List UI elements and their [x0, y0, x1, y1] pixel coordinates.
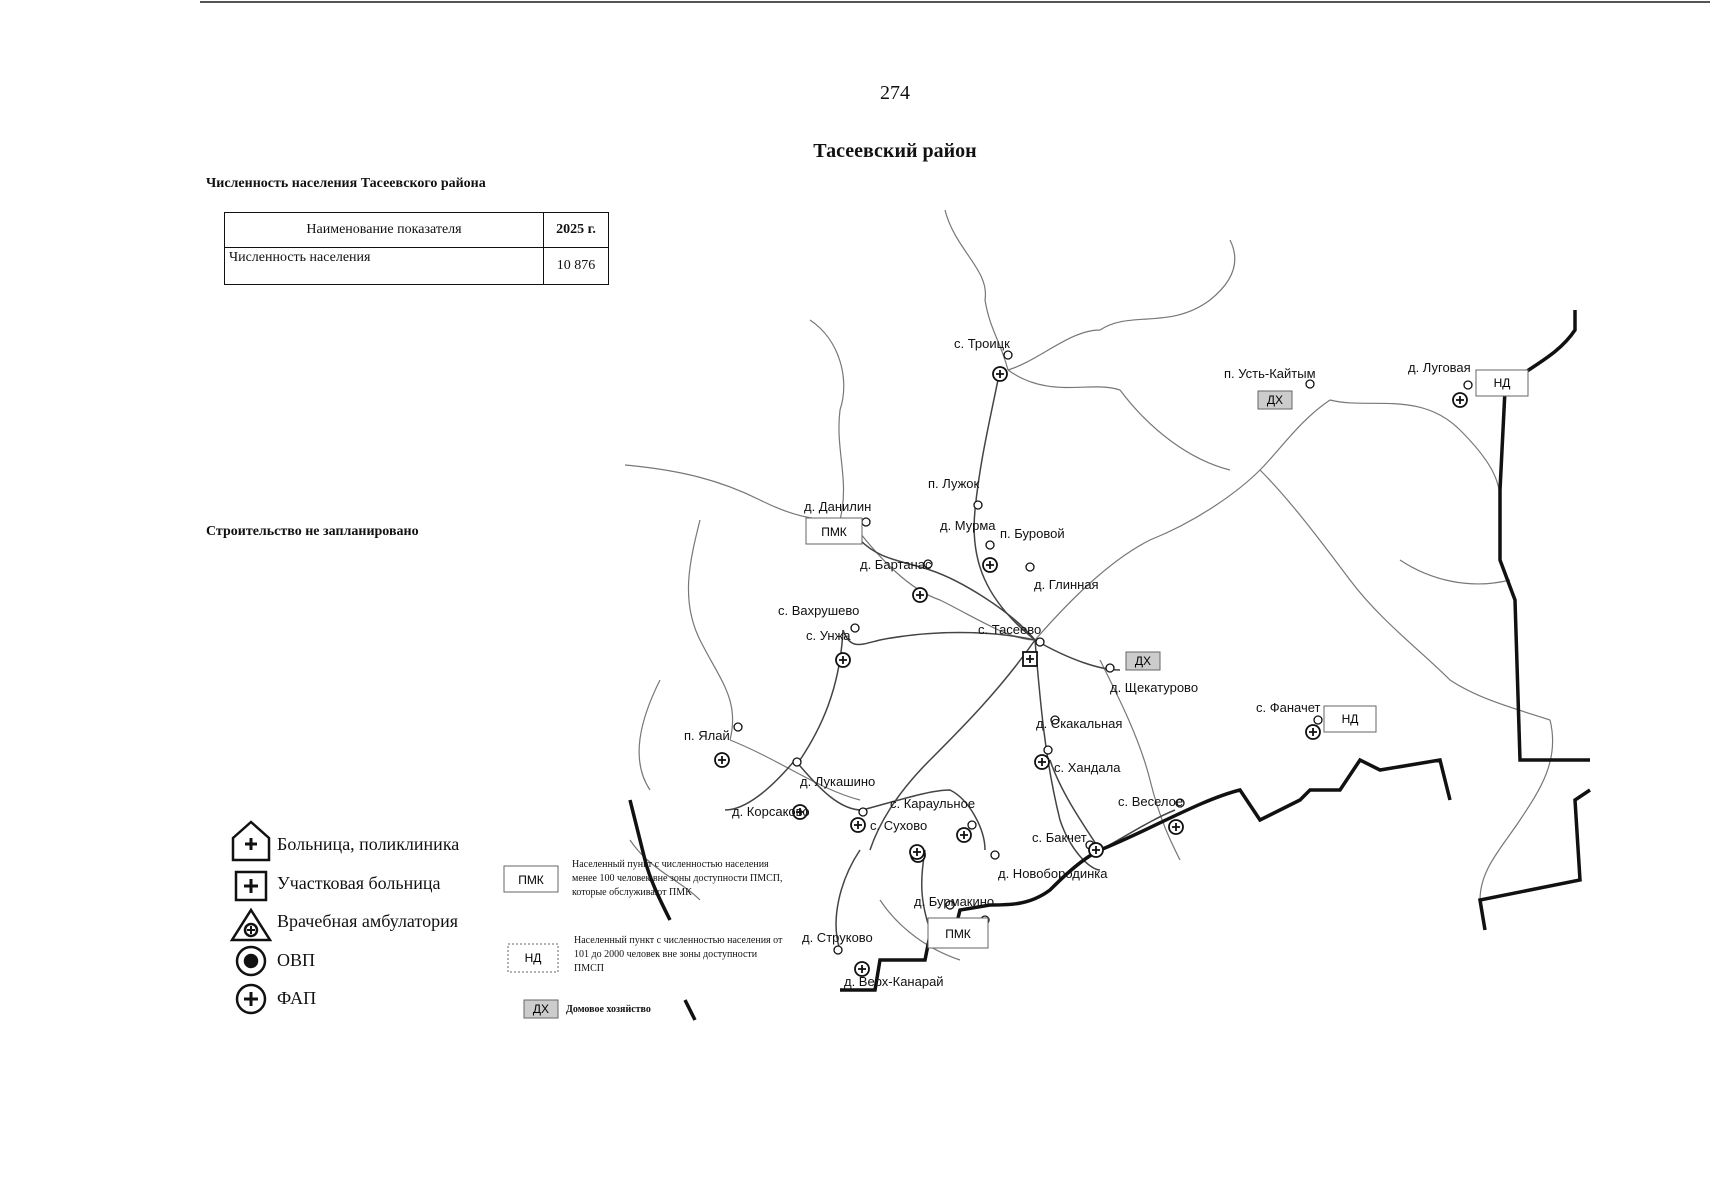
label-korsakovo: д. Корсаково — [732, 804, 810, 819]
map-box-nd-fanachet — [1324, 706, 1376, 732]
map-box-pmk-burmakino — [928, 918, 988, 948]
label-verkh-kanaray: д. Верх-Канарай — [844, 974, 944, 989]
svg-text:ПМК: ПМК — [945, 927, 971, 941]
label-vakhrushevo: с. Вахрушево — [778, 603, 860, 618]
legend-hospital-icon — [233, 822, 269, 860]
label-karaulnoe: с. Караульное — [890, 796, 976, 811]
legend-ovp-label: ОВП — [277, 950, 316, 970]
fap-icon — [1169, 820, 1183, 834]
svg-text:ДХ: ДХ — [1134, 654, 1152, 668]
svg-text:НД: НД — [1493, 376, 1511, 390]
legend-dkh-box — [524, 1000, 558, 1018]
map-box-pmk-danilin — [806, 518, 862, 544]
fap-icon — [983, 558, 997, 572]
map-box-dkh-shchekaturovo — [1126, 652, 1160, 670]
label-glinnaya: д. Глинная — [1034, 577, 1099, 592]
legend-ambulatory-label: Врачебная амбулатория — [277, 911, 458, 931]
label-taseevo: с. Тасеево — [978, 622, 1042, 637]
label-yalay: п. Ялай — [684, 728, 730, 743]
legend-pmk-box — [504, 866, 558, 892]
legend-ambulatory-icon — [232, 910, 270, 940]
legend-dkh-description: Домовое хозяйство — [566, 1004, 651, 1015]
header-year: 2025 г. — [544, 213, 609, 248]
label-danilin: д. Данилин — [804, 499, 872, 514]
fap-icon — [913, 588, 927, 602]
label-troitsk: с. Троицк — [954, 336, 1010, 351]
population-caption: Численность населения Тасеевского района — [206, 176, 486, 191]
label-lugovaya: д. Луговая — [1408, 360, 1471, 375]
label-burovoy: п. Буровой — [1000, 526, 1065, 541]
fap-icon — [851, 818, 865, 832]
header-indicator: Наименование показателя — [225, 213, 544, 248]
svg-text:ПМК: ПМК — [821, 525, 847, 539]
district-hospital-icon — [1023, 652, 1037, 666]
row-value: 10 876 — [544, 248, 609, 285]
legend-fap-icon — [237, 985, 265, 1013]
label-lyzhok: п. Лужок — [928, 476, 980, 491]
construction-note: Строительство не запланировано — [206, 524, 419, 539]
fap-icon — [993, 367, 1007, 381]
legend-fap-label: ФАП — [277, 988, 317, 1008]
label-murma: д. Мурма — [940, 518, 996, 533]
page-title: Тасеевский район — [813, 140, 977, 162]
label-khandala: с. Хандала — [1054, 760, 1121, 775]
legend-ovp-icon — [237, 947, 265, 975]
label-lukashino: д. Лукашино — [800, 774, 876, 789]
label-unzha: с. Унжа — [806, 628, 851, 643]
svg-text:ДХ: ДХ — [1266, 393, 1284, 407]
svg-text:НД: НД — [524, 951, 542, 965]
row-label: Численность населения — [225, 248, 544, 285]
fap-icon — [1035, 755, 1049, 769]
roads — [725, 370, 1175, 950]
label-sukhovo: с. Сухово — [870, 818, 928, 833]
label-ust-kaitym: п. Усть-Кайтым — [1224, 366, 1316, 381]
svg-text:ДХ: ДХ — [532, 1002, 550, 1016]
label-veseloe: с. Веселое — [1118, 794, 1184, 809]
map-box-dkh-ust-kaitym — [1258, 391, 1292, 409]
fap-icon — [715, 753, 729, 767]
svg-text:НД: НД — [1341, 712, 1359, 726]
label-novoborodinka: д. Новобородинка — [998, 866, 1108, 881]
label-bakchet: с. Бакчет — [1032, 830, 1087, 845]
legend-nd-box — [508, 944, 558, 972]
fap-icon — [1306, 725, 1320, 739]
legend-hospital-label: Больница, поликлиника — [277, 834, 460, 854]
fap-icon — [1453, 393, 1467, 407]
legend-district-hospital-label: Участковая больница — [277, 873, 441, 893]
fap-icon — [957, 828, 971, 842]
label-strukovo: д. Струково — [802, 930, 873, 945]
label-skakalnaya: д. Скакальная — [1036, 716, 1123, 731]
label-bartanas: д. Бартанас — [860, 557, 932, 572]
fap-icon — [836, 653, 850, 667]
fap-icons — [715, 367, 1467, 976]
settlement-labels — [684, 336, 1471, 989]
page-number: 274 — [880, 82, 910, 104]
fap-icon — [1089, 843, 1103, 857]
fap-icon — [910, 845, 924, 859]
map-box-nd-lugovaya — [1476, 370, 1528, 396]
legend-nd-description: Населенный пункт с численностью населения от 101 до 2000 человек вне зоны доступности ПМСП — [574, 935, 783, 974]
svg-text:ПМК: ПМК — [518, 873, 544, 887]
legend-pmk-description: Населенный пункт с численностью населения менее 100 человек вне зоны доступности ПМСП, которые обслуживают ПМК — [572, 859, 783, 898]
label-burmakino: д. Бурмакино — [914, 894, 995, 909]
label-fanachet: с. Фаначет — [1256, 700, 1321, 715]
label-shchekaturovo: д. Щекатурово — [1110, 680, 1199, 695]
legend-district-hospital-icon — [236, 872, 266, 900]
